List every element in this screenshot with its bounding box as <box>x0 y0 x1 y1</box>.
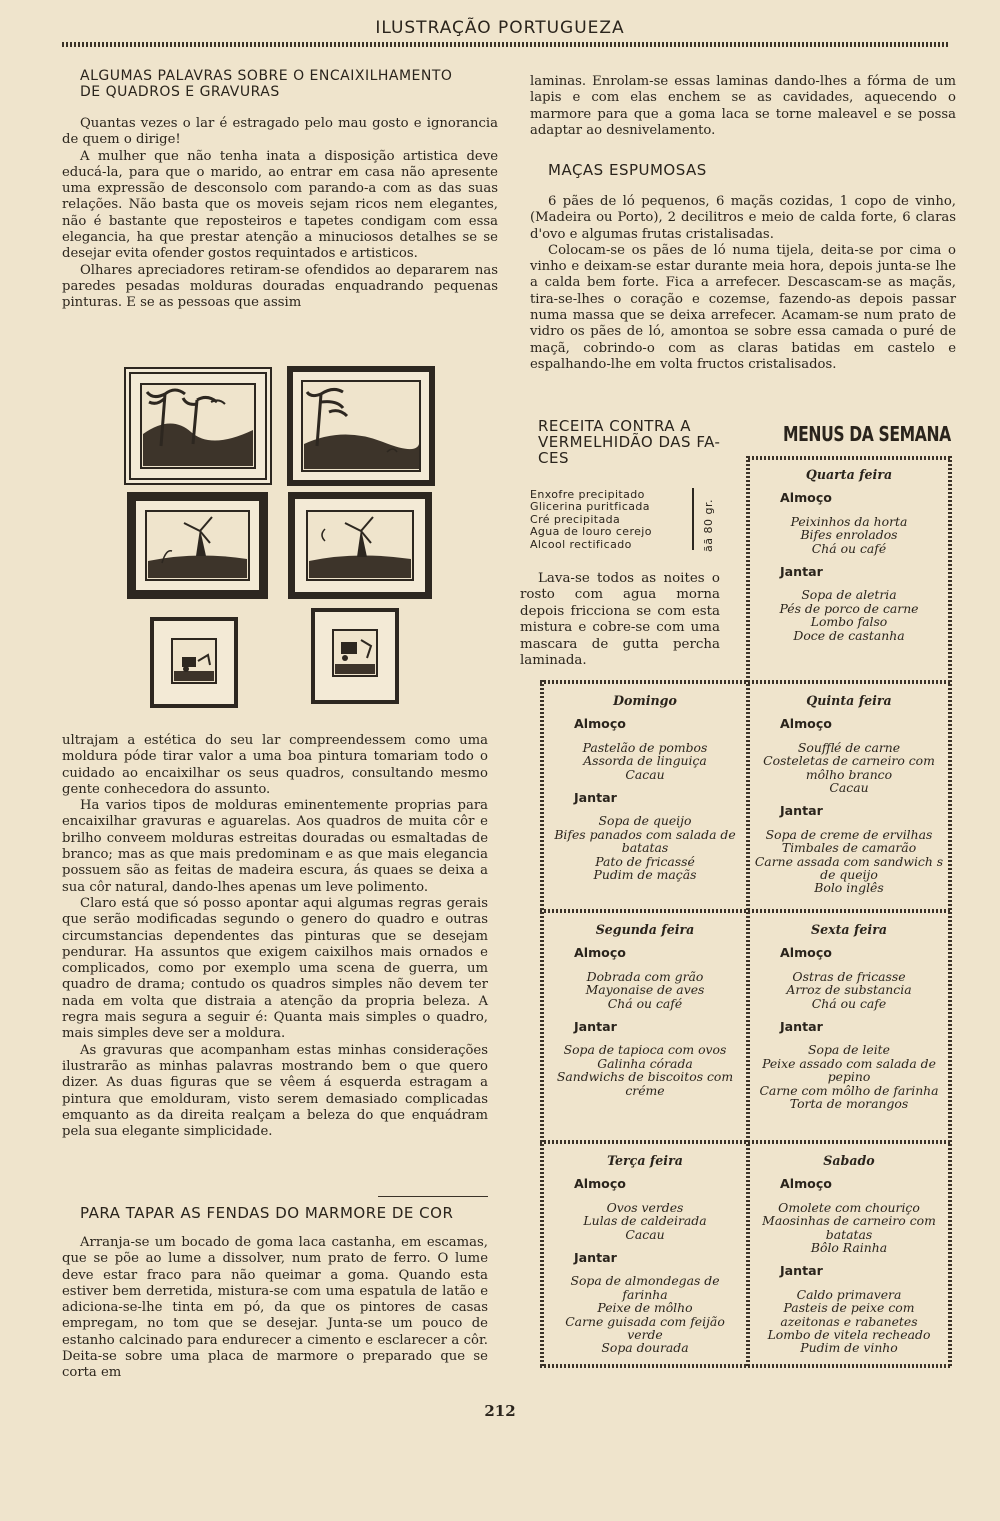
ornate-frame-top-left <box>124 367 272 485</box>
article-frames <box>62 68 498 312</box>
meal-label: Almoço <box>574 1176 626 1192</box>
dish: Peixinhos da horta <box>790 513 908 529</box>
section-rule <box>378 1196 488 1197</box>
dish: Pato de fricassé <box>595 853 695 869</box>
ingredient: Alcool rectificado <box>530 537 632 551</box>
dish: Soufflé de carne <box>797 739 901 755</box>
paragraph: laminas. Enrolam-se essas laminas dando-lhes a fórma de um lapis e com elas enchem se as cavidades, aquecendo o marmore para que a goma laca se torne maleavel e se possa adaptar ao desnivelamento. <box>530 74 956 138</box>
meal-label: Jantar <box>780 1019 823 1035</box>
dish: Bifes enrolados <box>800 527 898 543</box>
paragraph: A mulher que não tenha inata a disposição artistica deve educá-la, para que o marido, ao entrar em casa não apresente uma expressão de desconsolo com parando-a com as das suas relações. Não basta que os moveis sejam ricos nem elegantes, não é bastante que reposteiros e tapetes condigam com essa elegancia, ha que prestar atenção a minuciosos detalhes se se desejar evita ofender gostos requintados e artisticos. <box>62 148 498 262</box>
ornate-frame-top-right <box>287 366 435 486</box>
dish: Lulas de caldeirada <box>583 1213 707 1229</box>
menu-day-wednesday <box>752 462 946 642</box>
menu-rule <box>948 456 952 1368</box>
menu-day-friday <box>752 917 946 1110</box>
ingredient: Glicerina puritficada <box>530 500 650 514</box>
ingredient: Enxofre precipitado <box>530 488 645 501</box>
day-name: Domingo <box>613 693 677 708</box>
landscape-image <box>131 374 265 478</box>
dish: Assorda de linguiça <box>583 753 707 769</box>
ingredient: Cré precipitada <box>530 512 621 526</box>
dish: Cacau <box>625 1226 665 1242</box>
ingredient: Agua de louro cerejo <box>530 525 652 539</box>
menu-grid <box>540 456 952 1368</box>
article-redness-title-3: CES <box>538 449 569 467</box>
windmill-image <box>136 501 259 590</box>
dish: Sopa de almondegas de farinha <box>570 1273 720 1302</box>
cart-scene-image <box>154 621 234 704</box>
meal-label: Jantar <box>574 1019 617 1035</box>
dish: Cacau <box>625 766 665 782</box>
paragraph: Quantas vezes o lar é estragado pelo mau gosto e ignorancia de quem o dirige! <box>62 116 498 148</box>
dish: Arroz de substancia <box>786 982 912 998</box>
dish: Pastelão de pombos <box>582 739 708 755</box>
dish: Carne assada com sandwich s de queijo <box>754 853 944 883</box>
article-redness-title-1: RECEITA CONTRA A <box>538 417 692 435</box>
menu-rule <box>540 680 544 1368</box>
paragraph: As gravuras que acompanham estas minhas considerações ilustrarão as minhas palavras mostrando bem o que quero dizer. As duas figuras que se vêem á esquerda estragam a pintura que emolduram, visto serem demasiado complicadas emquanto as da direita realçam a beleza do que enquádram pela sua elegante simplicidade. <box>62 1042 488 1140</box>
dish: Peixe de môlho <box>597 1300 693 1316</box>
dish: Sopa de leite <box>808 1042 890 1058</box>
dish: Chá ou café <box>607 995 683 1011</box>
article-frames-title-1: ALGUMAS PALAVRAS SOBRE O ENCAIXILHAMENTO <box>80 68 453 84</box>
heavy-frame-middle-left <box>127 492 268 599</box>
matted-frame-bottom-left <box>150 617 238 708</box>
dish: Torta de morangos <box>789 1096 909 1112</box>
article-marble <box>62 1205 488 1382</box>
paragraph: 6 pães de ló pequenos, 6 maçãs cozidas, 1 copo de vinho, (Madeira ou Porto), 2 decilitros e meio de calda forte, 6 claras d'ovo e algumas frutas cristalisadas. <box>530 194 956 242</box>
dish: Pés de porco de carne <box>779 600 919 616</box>
dish: Peixe assado com salada de pepino <box>762 1055 936 1085</box>
dish: Mayonaise de aves <box>585 982 705 998</box>
dish: Lombo falso <box>810 614 888 630</box>
top-rule <box>62 42 950 47</box>
dish: Galinha córada <box>597 1055 693 1071</box>
article-apples-title: MAÇAS ESPUMOSAS <box>548 161 707 179</box>
paragraph: ultrajam a estética do seu lar compreendessem como uma moldura póde tirar valor a uma boa pintura tomariam todo o cuidado ao encaixilhar os seus quadros, consultando mesmo gente conhecedora do assunto. <box>62 733 488 797</box>
page-number: 212 <box>484 1402 516 1420</box>
paragraph: Olhares apreciadores retiram-se ofendidos ao depararem nas paredes pesadas molduras douradas enquadrando pequenas pinturas. E se as pessoas que assim <box>62 262 498 311</box>
paragraph: Claro está que só posso apontar aqui algumas regras gerais que serão modificadas segundo o genero do quadro e outras circumstancias dependentes das pinturas que se desejam pendurar. Ha assuntos que exigem caixilhos mais ornados e complicados, como por exemplo uma scena de guerra, um quadro de drama; contudo os quadros simples não devem ter nada em volta que distraia a atenção da propria beleza. A regra mais segura a seguir é: Quanta mais simples o quadro, mais simples deve ser a moldura. <box>62 895 488 1042</box>
menu-day-monday <box>546 917 744 1097</box>
article-marble-title: PARA TAPAR AS FENDAS DO MARMORE DE COR <box>80 1204 454 1222</box>
paragraph: Lava-se todos as noites o rosto com agua morna depois fricciona se com esta mistura e cobre-se com uma mascara de gutta percha laminada. <box>520 571 720 669</box>
menu-day-saturday <box>752 1148 946 1355</box>
ingredient-quantity: ãã 80 gr. <box>702 499 715 552</box>
dish: Pudim de vinho <box>800 1340 898 1356</box>
day-name: Sabado <box>823 1153 875 1168</box>
dish: Caldo primavera <box>796 1286 902 1302</box>
windmill-image <box>295 499 425 592</box>
dish: Omolete com chouriço <box>778 1199 920 1215</box>
article-marble-continued <box>530 74 956 139</box>
paragraph: Colocam-se os pães de ló numa tijela, deita-se por cima o vinho e deixam-se estar durante meia hora, depois junta-se lhe a calda bem forte. Fica a arrefecer. Descascam-se as maçãs, tira-se-lhes o coração e cozemse, fazendo-as depois passar numa massa que se deixa arrefecer. Acamam-se num prato de vidro os pães de ló, amontoa se sobre essa camada o puré de maçã, cobrindo-o com as claras batidas em castelo e espalhando-lhe em volta fructos cristalisados. <box>530 242 956 372</box>
dish: Costeletas de carneiro com môlho branco <box>763 753 935 782</box>
meal-label: Almoço <box>780 1176 832 1192</box>
dish: Sopa de aletria <box>801 587 897 603</box>
dish: Sopa de creme de ervilhas <box>765 826 933 842</box>
dish: Cacau <box>829 780 869 796</box>
dish: Ostras de fricasse <box>792 968 906 984</box>
dish: Chá ou cafe <box>811 995 887 1011</box>
meal-label: Almoço <box>780 490 832 506</box>
matted-frame-bottom-right <box>311 608 399 704</box>
landscape-image <box>293 372 429 480</box>
dish: Ovos verdes <box>606 1199 684 1215</box>
meal-label: Almoço <box>574 716 626 732</box>
menu-rule <box>746 456 750 1368</box>
dish: Doce de castanha <box>793 627 905 643</box>
paragraph: Arranja-se um bocado de goma laca castanha, em escamas, que se põe ao lume a dissolver, num prato de ferro. O lume deve estar fraco para não queimar a goma. Quando esta estiver bem derretida, mistura-se com uma espatula de latão e adiciona-se-lhe tinta em pó, da que os pintores de casas empregam, no tom que se desejar. Junta-se um pouco de estanho calcinado para endurecer a cimento e esclarecer a côr. Deita-se sobre uma placa de marmore o preparado que se corta em <box>62 1235 488 1381</box>
meal-label: Jantar <box>780 803 823 819</box>
menu-day-thursday <box>752 688 946 895</box>
dish: Bôlo Rainha <box>810 1240 888 1256</box>
dish: Maosinhas de carneiro com batatas <box>762 1213 936 1242</box>
day-name: Terça feira <box>607 1153 683 1168</box>
dish: Carne guisada com feijão verde <box>565 1313 725 1343</box>
dish: Sandwichs de biscoitos com créme <box>556 1069 734 1098</box>
running-head: ILUSTRAÇÃO PORTUGUEZA <box>375 18 625 38</box>
dish: Sopa de queijo <box>598 813 692 829</box>
menu-title: MENUS DA SEMANA <box>783 422 951 446</box>
paragraph: Ha varios tipos de molduras eminentemente proprias para encaixilhar gravuras e aguarelas. Aos quadros de muita côr e brilho conveem molduras estreitas douradas ou esmaltadas de branco; mas as que mais predominam e as que mais elegancia possuem são as feitas de madeira escura, ás quaes se deixa a sua côr natural, dando-lhes apenas um leve polimento. <box>62 798 488 895</box>
article-redness-title-2: VERMELHIDÃO DAS FA- <box>538 433 721 451</box>
simple-frame-middle-right <box>288 492 432 599</box>
day-name: Quarta feira <box>805 467 893 482</box>
day-name: Quinta feira <box>806 693 892 708</box>
dish: Lombo de vitela recheado <box>767 1327 931 1343</box>
meal-label: Almoço <box>780 716 832 732</box>
dish: Sopa dourada <box>601 1340 689 1356</box>
dish: Sopa de tapioca com ovos <box>563 1042 727 1058</box>
meal-label: Jantar <box>574 1250 617 1266</box>
day-name: Segunda feira <box>595 922 695 937</box>
menu-day-sunday <box>546 688 744 881</box>
meal-label: Almoço <box>574 945 626 961</box>
day-name: Sexta feira <box>811 922 887 937</box>
cart-scene-image <box>315 612 395 700</box>
meal-label: Jantar <box>780 564 823 580</box>
dish: Dobrada com grão <box>586 968 704 984</box>
article-frames-continued <box>62 733 488 1140</box>
article-apples <box>530 162 956 373</box>
dish: Bifes panados com salada de batatas <box>554 826 736 856</box>
dish: Pudim de maçãs <box>593 867 697 883</box>
menu-rule <box>748 456 952 460</box>
article-frames-title-2: DE QUADROS E GRAVURAS <box>80 84 280 100</box>
dish: Carne com môlho de farinha <box>759 1082 939 1098</box>
menu-day-tuesday <box>546 1148 744 1355</box>
dish: Timbales de camarão <box>781 840 917 856</box>
dish: Pasteis de peixe com azeitonas e rabanetes <box>780 1300 918 1329</box>
dish: Bolo inglês <box>814 880 884 896</box>
dish: Chá ou café <box>811 540 887 556</box>
meal-label: Jantar <box>574 790 617 806</box>
meal-label: Jantar <box>780 1263 823 1279</box>
meal-label: Almoço <box>780 945 832 961</box>
